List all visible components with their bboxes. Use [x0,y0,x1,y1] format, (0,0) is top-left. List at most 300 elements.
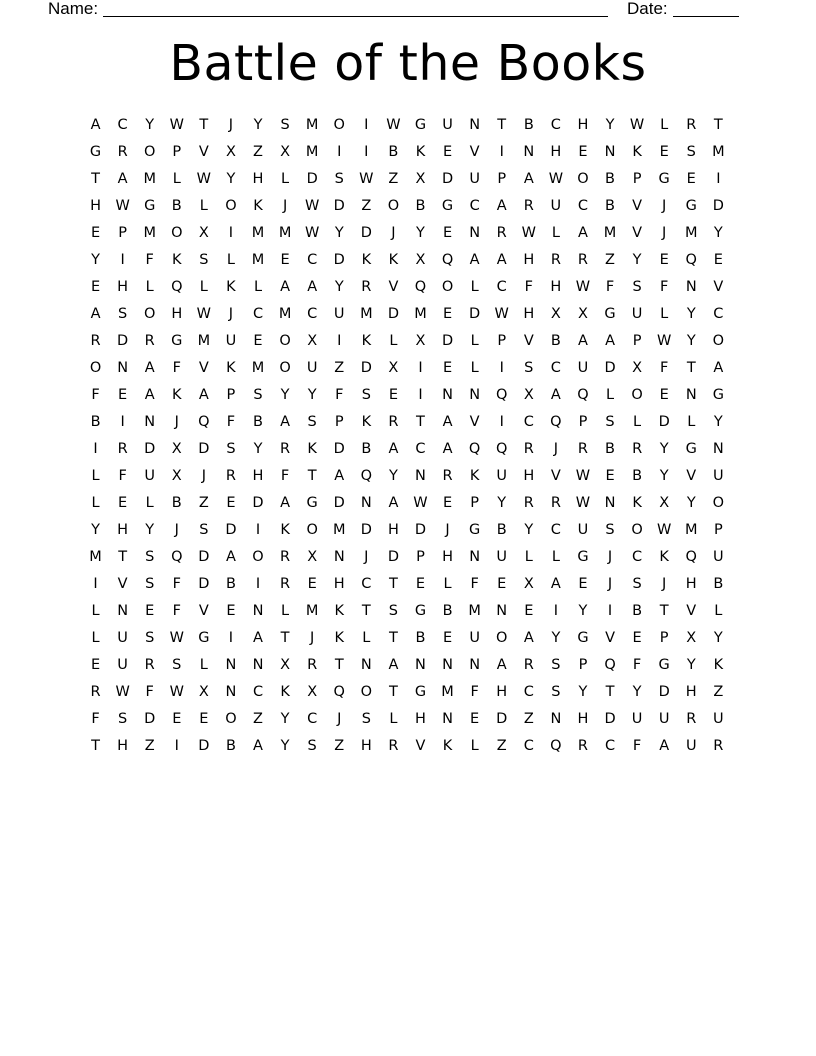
grid-letter[interactable]: P [659,630,669,646]
grid-letter[interactable]: R [550,495,561,511]
grid-letter[interactable]: W [575,495,591,511]
grid-letter[interactable]: D [441,171,454,187]
grid-letter[interactable]: U [713,549,724,565]
grid-letter[interactable]: L [199,198,208,214]
grid-letter[interactable]: O [631,387,643,403]
grid-letter[interactable]: G [89,144,102,160]
grid-letter[interactable]: T [361,603,371,619]
grid-letter[interactable]: W [169,630,184,646]
grid-letter[interactable]: C [550,117,561,133]
grid-letter[interactable]: Q [198,414,210,430]
grid-letter[interactable]: E [199,711,209,727]
grid-letter[interactable]: Y [578,603,588,619]
grid-letter[interactable]: U [496,468,508,484]
grid-letter[interactable]: V [198,144,209,160]
grid-letter[interactable]: R [307,657,318,673]
grid-letter[interactable]: E [686,171,696,187]
grid-letter[interactable]: P [497,171,507,187]
grid-letter[interactable]: X [198,225,209,241]
grid-letter[interactable]: M [441,684,454,700]
grid-letter[interactable]: L [362,630,371,646]
grid-letter[interactable]: M [251,252,265,268]
grid-letter[interactable]: Y [497,495,507,511]
grid-letter[interactable]: R [442,468,453,484]
grid-letter[interactable]: Q [441,252,454,268]
grid-letter[interactable]: L [660,306,669,322]
grid-letter[interactable]: V [198,603,209,619]
grid-letter[interactable]: A [198,387,209,403]
grid-letter[interactable]: L [524,549,533,565]
grid-letter[interactable]: W [548,171,564,187]
grid-letter[interactable]: F [145,684,154,700]
grid-letter[interactable]: Y [307,387,317,403]
grid-letter[interactable]: J [337,711,342,727]
grid-letter[interactable]: U [333,306,345,322]
grid-letter[interactable]: N [469,117,481,133]
grid-letter[interactable]: Z [713,684,724,700]
grid-letter[interactable]: U [496,549,508,565]
grid-letter[interactable]: K [307,441,317,457]
grid-letter[interactable]: N [415,657,426,673]
grid-letter[interactable]: D [469,306,481,322]
grid-letter[interactable]: N [604,495,616,511]
grid-letter[interactable]: S [632,279,642,295]
grid-letter[interactable]: I [174,738,179,754]
grid-letter[interactable]: M [143,225,156,241]
grid-letter[interactable]: E [388,387,398,403]
grid-letter[interactable]: I [607,603,613,619]
grid-letter[interactable]: L [470,279,479,295]
grid-letter[interactable]: H [252,171,264,187]
grid-letter[interactable]: S [118,711,128,727]
grid-letter[interactable]: Q [604,657,616,673]
grid-letter[interactable]: S [605,414,615,430]
grid-letter[interactable]: X [550,306,561,322]
grid-letter[interactable]: Y [632,684,642,700]
grid-letter[interactable]: D [604,711,616,727]
date-blank-line[interactable] [673,0,739,17]
grid-letter[interactable]: U [550,198,562,214]
grid-letter[interactable]: H [685,684,697,700]
grid-letter[interactable]: D [225,522,237,538]
grid-letter[interactable]: D [360,360,372,376]
grid-letter[interactable]: F [470,684,479,700]
grid-letter[interactable]: R [577,738,588,754]
grid-letter[interactable]: A [713,360,724,376]
grid-letter[interactable]: E [253,333,263,349]
grid-letter[interactable]: Z [605,252,615,268]
grid-letter[interactable]: K [226,360,236,376]
grid-letter[interactable]: C [550,522,561,538]
grid-letter[interactable]: Y [145,117,155,133]
grid-letter[interactable]: H [685,576,697,592]
grid-letter[interactable]: Y [91,252,100,268]
grid-letter[interactable]: X [523,387,534,403]
grid-letter[interactable]: L [91,603,100,619]
grid-letter[interactable]: G [658,171,670,187]
grid-letter[interactable]: E [172,711,182,727]
grid-letter[interactable]: B [632,468,643,484]
grid-letter[interactable]: A [442,414,453,430]
grid-letter[interactable]: J [174,414,179,430]
grid-letter[interactable]: F [524,279,533,295]
grid-letter[interactable]: W [196,306,212,322]
grid-letter[interactable]: W [115,684,130,700]
grid-letter[interactable]: D [441,333,454,349]
grid-letter[interactable]: O [143,306,156,322]
grid-letter[interactable]: U [469,171,480,187]
grid-letter[interactable]: D [333,441,345,457]
grid-letter[interactable]: A [253,630,263,646]
grid-letter[interactable]: U [306,360,318,376]
grid-letter[interactable]: W [575,279,591,295]
grid-letter[interactable]: B [90,414,101,430]
grid-letter[interactable]: C [415,441,426,457]
grid-letter[interactable]: H [333,576,345,592]
grid-letter[interactable]: B [550,333,561,349]
grid-letter[interactable]: O [171,225,183,241]
grid-letter[interactable]: R [117,441,128,457]
grid-letter[interactable]: I [499,360,504,376]
grid-letter[interactable]: V [198,360,209,376]
grid-letter[interactable]: M [685,225,698,241]
grid-letter[interactable]: I [716,171,721,187]
grid-letter[interactable]: P [226,387,236,403]
grid-letter[interactable]: N [415,468,426,484]
grid-letter[interactable]: R [523,198,534,214]
grid-letter[interactable]: F [172,603,181,619]
grid-letter[interactable]: E [713,252,723,268]
grid-letter[interactable]: L [172,171,181,187]
grid-letter[interactable]: E [118,495,128,511]
grid-letter[interactable]: E [659,252,669,268]
grid-letter[interactable]: H [117,738,129,754]
grid-letter[interactable]: K [280,522,290,538]
grid-letter[interactable]: E [145,603,155,619]
grid-letter[interactable]: V [686,603,697,619]
grid-letter[interactable]: C [307,711,318,727]
grid-letter[interactable]: O [306,522,318,538]
grid-letter[interactable]: K [334,630,344,646]
grid-letter[interactable]: Y [280,387,290,403]
grid-letter[interactable]: E [226,603,236,619]
grid-letter[interactable]: E [659,144,669,160]
grid-letter[interactable]: C [307,252,318,268]
grid-letter[interactable]: L [389,711,398,727]
grid-letter[interactable]: E [90,225,101,241]
grid-letter[interactable]: O [712,495,725,511]
grid-letter[interactable]: P [416,549,425,565]
grid-letter[interactable]: P [172,144,182,160]
grid-letter[interactable]: N [442,657,453,673]
grid-letter[interactable]: T [659,603,669,619]
grid-letter[interactable]: A [605,333,615,349]
grid-letter[interactable]: L [470,360,479,376]
grid-letter[interactable]: M [468,603,481,619]
grid-letter[interactable]: T [713,117,723,133]
grid-letter[interactable]: X [225,144,236,160]
grid-letter[interactable]: N [117,360,129,376]
grid-letter[interactable]: T [118,549,128,565]
grid-letter[interactable]: A [523,171,534,187]
grid-letter[interactable]: K [361,333,372,349]
grid-letter[interactable]: U [631,711,643,727]
grid-letter[interactable]: W [359,171,374,187]
grid-letter[interactable]: Z [198,495,209,511]
grid-letter[interactable]: V [686,468,697,484]
grid-letter[interactable]: N [117,603,129,619]
grid-letter[interactable]: Q [685,252,697,268]
grid-letter[interactable]: X [307,684,318,700]
grid-letter[interactable]: N [685,387,697,403]
grid-letter[interactable]: P [578,414,588,430]
grid-letter[interactable]: R [225,468,236,484]
grid-letter[interactable]: C [523,738,534,754]
grid-letter[interactable]: R [90,684,101,700]
grid-letter[interactable]: P [334,414,344,430]
grid-letter[interactable]: C [550,360,561,376]
grid-letter[interactable]: R [686,711,697,727]
grid-letter[interactable]: X [171,468,182,484]
grid-letter[interactable]: A [117,171,128,187]
grid-letter[interactable]: T [388,630,398,646]
grid-letter[interactable]: D [604,360,616,376]
grid-letter[interactable]: A [659,738,670,754]
grid-letter[interactable]: V [469,414,480,430]
grid-letter[interactable]: L [145,279,154,295]
grid-letter[interactable]: Y [578,684,588,700]
grid-letter[interactable]: H [117,522,129,538]
grid-letter[interactable]: X [307,333,318,349]
grid-letter[interactable]: X [388,360,399,376]
grid-letter[interactable]: I [418,387,423,403]
grid-letter[interactable]: A [90,117,101,133]
grid-letter[interactable]: E [280,252,290,268]
grid-letter[interactable]: E [226,495,236,511]
grid-letter[interactable]: I [499,144,504,160]
grid-letter[interactable]: X [198,684,209,700]
grid-letter[interactable]: A [469,252,480,268]
grid-letter[interactable]: V [388,279,399,295]
grid-letter[interactable]: W [386,117,401,133]
grid-letter[interactable]: G [414,684,427,700]
grid-letter[interactable]: P [713,522,723,538]
grid-letter[interactable]: J [662,576,667,592]
grid-letter[interactable]: I [255,576,261,592]
grid-letter[interactable]: J [607,576,613,592]
grid-letter[interactable]: W [629,117,645,133]
grid-letter[interactable]: Y [686,333,696,349]
grid-letter[interactable]: I [499,414,504,430]
grid-letter[interactable]: E [442,144,453,160]
grid-letter[interactable]: O [225,198,237,214]
grid-letter[interactable]: E [470,711,480,727]
grid-letter[interactable]: H [577,117,589,133]
grid-letter[interactable]: U [658,711,670,727]
grid-letter[interactable]: G [685,441,697,457]
grid-letter[interactable]: Y [713,225,723,241]
grid-letter[interactable]: B [713,576,724,592]
grid-letter[interactable]: D [658,684,670,700]
grid-letter[interactable]: V [632,225,643,241]
grid-letter[interactable]: K [469,468,480,484]
grid-letter[interactable]: E [605,468,615,484]
grid-letter[interactable]: A [388,657,399,673]
grid-letter[interactable]: I [93,441,98,457]
grid-letter[interactable]: D [333,495,345,511]
grid-letter[interactable]: S [361,711,371,727]
grid-letter[interactable]: E [442,630,453,646]
grid-letter[interactable]: S [199,252,209,268]
grid-letter[interactable]: Y [686,495,696,511]
grid-letter[interactable]: W [521,225,536,241]
grid-letter[interactable]: A [496,252,507,268]
grid-letter[interactable]: L [660,117,669,133]
grid-letter[interactable]: G [171,333,183,349]
grid-letter[interactable]: U [144,468,155,484]
grid-letter[interactable]: V [632,198,643,214]
grid-letter[interactable]: T [388,684,398,700]
grid-letter[interactable]: U [631,306,643,322]
grid-letter[interactable]: Q [550,414,562,430]
grid-letter[interactable]: D [360,225,372,241]
grid-letter[interactable]: R [523,441,534,457]
grid-letter[interactable]: O [143,144,156,160]
grid-letter[interactable]: F [91,387,100,403]
grid-letter[interactable]: P [118,225,127,241]
grid-letter[interactable]: J [310,630,315,646]
grid-letter[interactable]: Y [280,738,290,754]
grid-letter[interactable]: K [253,198,263,214]
grid-letter[interactable]: S [199,522,209,538]
grid-letter[interactable]: E [90,657,101,673]
grid-letter[interactable]: M [305,144,319,160]
grid-letter[interactable]: F [605,279,615,295]
grid-letter[interactable]: L [687,414,696,430]
grid-letter[interactable]: C [713,306,724,322]
grid-letter[interactable]: Q [333,684,345,700]
grid-letter[interactable]: B [225,738,236,754]
grid-letter[interactable]: N [469,225,481,241]
grid-letter[interactable]: F [660,360,669,376]
grid-letter[interactable]: Y [253,117,263,133]
grid-letter[interactable]: R [550,252,561,268]
grid-letter[interactable]: M [251,360,265,376]
grid-letter[interactable]: Q [685,549,697,565]
grid-letter[interactable]: R [686,117,697,133]
grid-letter[interactable]: R [361,279,372,295]
grid-letter[interactable]: N [550,711,562,727]
grid-letter[interactable]: Q [496,387,508,403]
grid-letter[interactable]: Q [496,441,508,457]
grid-letter[interactable]: D [360,522,372,538]
grid-letter[interactable]: H [90,198,101,214]
grid-letter[interactable]: E [497,576,507,592]
grid-letter[interactable]: S [524,360,534,376]
grid-letter[interactable]: J [662,198,667,214]
grid-letter[interactable]: M [278,306,292,322]
grid-letter[interactable]: N [685,279,697,295]
grid-letter[interactable]: J [174,522,179,538]
grid-letter[interactable]: B [415,198,426,214]
grid-letter[interactable]: P [578,657,588,673]
grid-letter[interactable]: E [118,387,128,403]
grid-letter[interactable]: S [686,144,696,160]
grid-letter[interactable]: R [90,333,101,349]
grid-letter[interactable]: A [388,495,399,511]
grid-letter[interactable]: H [550,144,562,160]
grid-letter[interactable]: E [442,360,453,376]
grid-letter[interactable]: R [144,333,155,349]
grid-letter[interactable]: D [198,738,210,754]
grid-letter[interactable]: G [414,603,427,619]
grid-letter[interactable]: E [442,306,453,322]
grid-letter[interactable]: J [553,441,558,457]
grid-letter[interactable]: Y [659,441,669,457]
grid-letter[interactable]: L [145,495,154,511]
grid-letter[interactable]: M [332,522,346,538]
name-blank-line[interactable] [103,0,608,17]
grid-letter[interactable]: X [415,171,426,187]
grid-letter[interactable]: B [605,171,615,187]
grid-letter[interactable]: R [388,414,399,430]
grid-letter[interactable]: S [632,576,642,592]
grid-letter[interactable]: N [442,711,453,727]
grid-letter[interactable]: L [281,171,290,187]
grid-letter[interactable]: J [445,522,450,538]
grid-letter[interactable]: I [337,333,342,349]
grid-letter[interactable]: R [496,225,507,241]
grid-letter[interactable]: L [281,603,290,619]
grid-letter[interactable]: M [414,306,427,322]
grid-letter[interactable]: U [225,333,237,349]
grid-letter[interactable]: O [279,360,291,376]
grid-letter[interactable]: C [117,117,128,133]
grid-letter[interactable]: R [117,144,128,160]
grid-letter[interactable]: H [360,738,372,754]
grid-letter[interactable]: N [442,387,453,403]
grid-letter[interactable]: J [607,549,613,565]
grid-letter[interactable]: N [252,657,264,673]
grid-letter[interactable]: A [90,306,101,322]
grid-letter[interactable]: A [253,738,263,754]
grid-letter[interactable]: M [251,225,265,241]
grid-letter[interactable]: T [307,468,317,484]
grid-letter[interactable]: N [225,657,237,673]
grid-letter[interactable]: K [172,387,182,403]
grid-letter[interactable]: H [550,279,562,295]
grid-letter[interactable]: F [91,711,100,727]
grid-letter[interactable]: C [252,306,264,322]
grid-letter[interactable]: M [305,603,319,619]
grid-letter[interactable]: R [577,441,588,457]
grid-letter[interactable]: K [172,252,182,268]
grid-letter[interactable]: N [496,603,508,619]
grid-letter[interactable]: M [278,225,292,241]
grid-letter[interactable]: S [334,171,344,187]
grid-letter[interactable]: H [496,684,508,700]
grid-letter[interactable]: W [657,333,672,349]
grid-letter[interactable]: A [577,333,588,349]
grid-letter[interactable]: W [304,225,320,241]
grid-letter[interactable]: M [305,117,319,133]
grid-letter[interactable]: A [280,414,291,430]
grid-letter[interactable]: O [712,333,725,349]
grid-letter[interactable]: I [255,522,261,538]
grid-letter[interactable]: P [632,171,642,187]
grid-letter[interactable]: F [226,414,236,430]
grid-letter[interactable]: J [391,225,396,241]
